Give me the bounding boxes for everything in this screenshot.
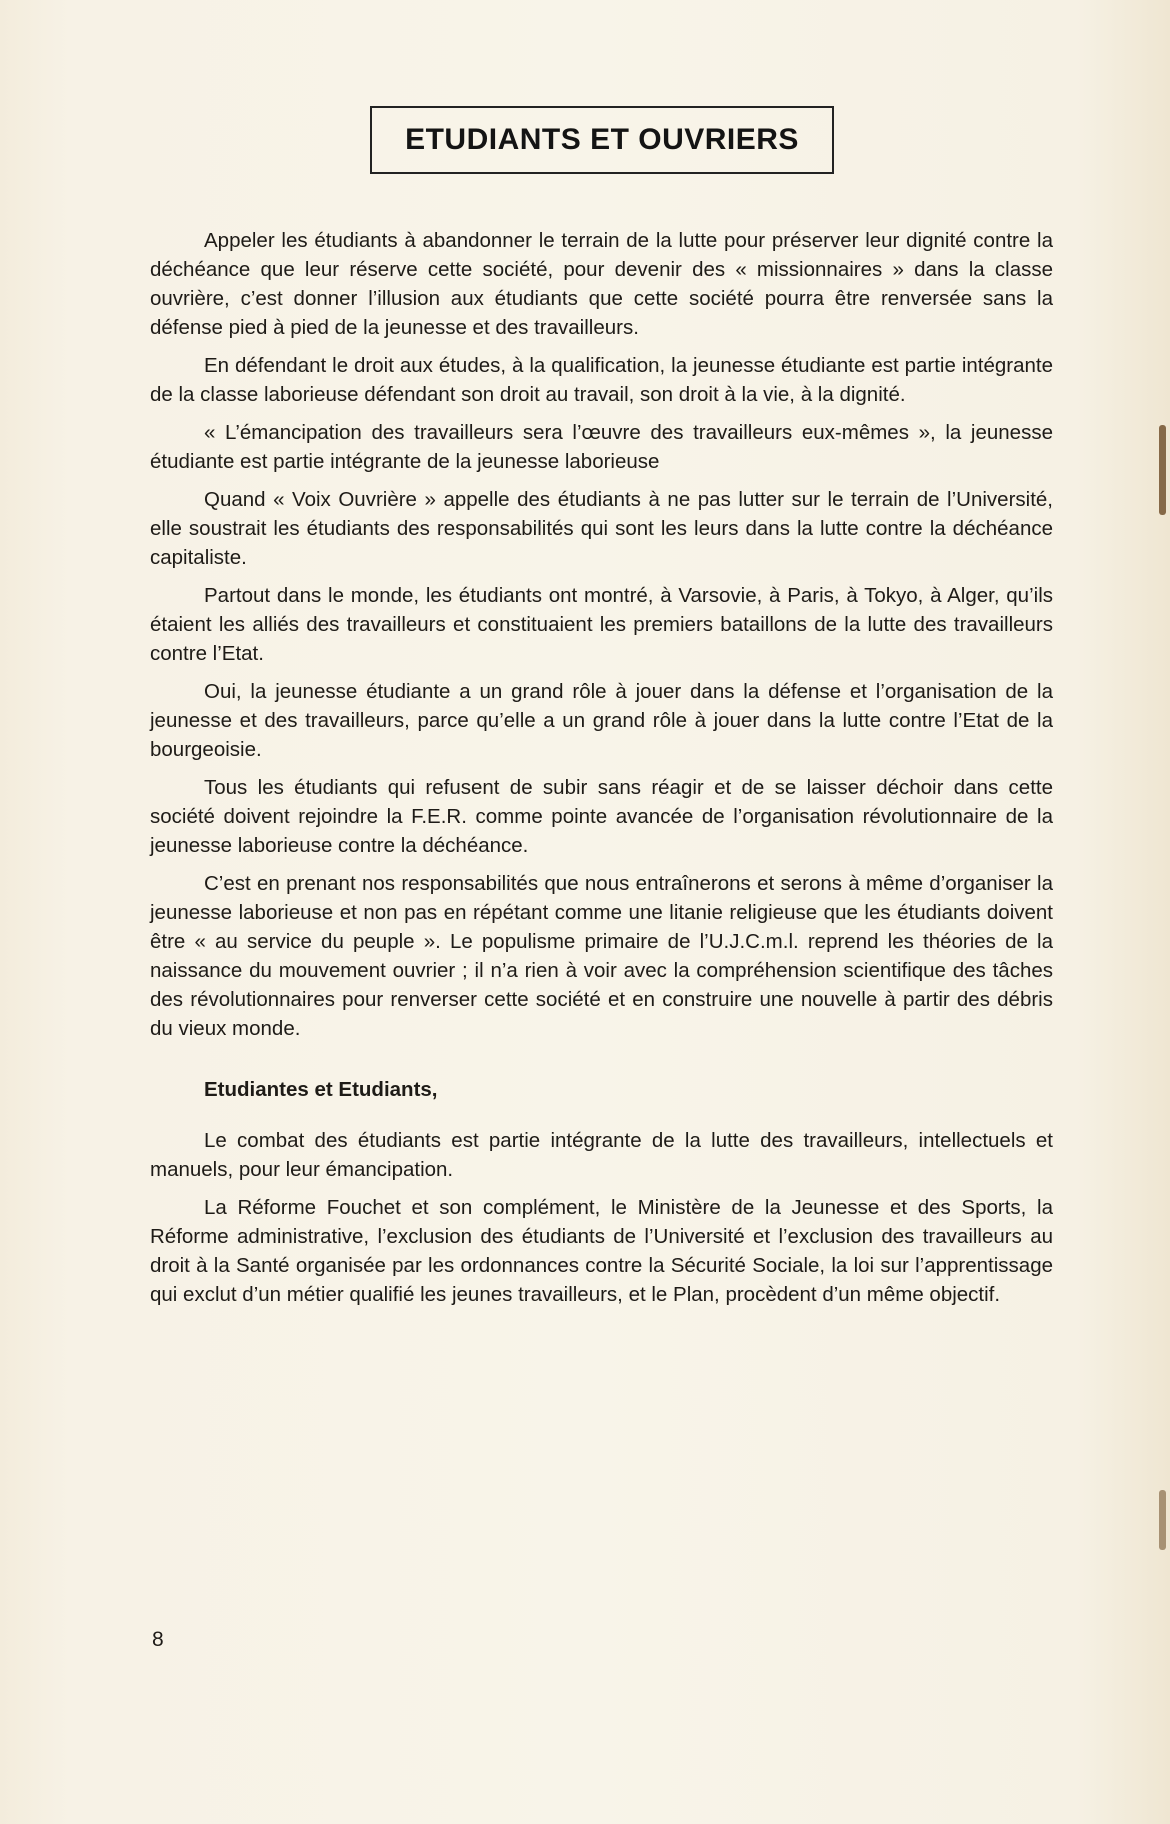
paragraph: Partout dans le monde, les étudiants ont montré, à Varsovie, à Paris, à Tokyo, à Alger, qu’ils étaient les alliés des travailleurs et constituaient les premiers bataillons de la lutte des travailleurs contre l’Etat. (150, 584, 1053, 665)
paragraph: Le combat des étudiants est partie intégrante de la lutte des travailleurs, intellectuels et manuels, pour leur émancipation. (150, 1129, 1053, 1181)
page-number: 8 (152, 1628, 164, 1651)
paragraph: En défendant le droit aux études, à la qualification, la jeunesse étudiante est partie intégrante de la classe laborieuse défendant son droit au travail, son droit à la vie, à la dignité. (150, 354, 1053, 406)
body-text (150, 226, 1053, 1318)
title-box (370, 106, 834, 174)
paragraph: « L’émancipation des travailleurs sera l’œuvre des travailleurs eux-mêmes », la jeunesse étudiante est partie intégrante de la jeunesse laborieuse (150, 421, 1053, 473)
paragraph: Quand « Voix Ouvrière » appelle des étudiants à ne pas lutter sur le terrain de l’Université, elle soustrait les étudiants des responsabilités qui sont les leurs dans la lutte contre la déchéance capitaliste. (150, 488, 1053, 569)
salutation: Etudiantes et Etudiants, (204, 1078, 438, 1101)
paper-stain (1159, 425, 1166, 515)
paragraph: C’est en prenant nos responsabilités que nous entraînerons et serons à même d’organiser la jeunesse laborieuse et non pas en répétant comme une litanie religieuse que les étudiants doivent être « au service du peuple ». Le populisme primaire de l’U.J.C.m.l. reprend les théories de la naissance du mouvement ouvrier ; il n’a rien à voir avec la compréhension scientifique des tâches des révolutionnaires pour renverser cette société et en construire une nouvelle à partir des débris du vieux monde. (150, 872, 1053, 1040)
page-title: ETUDIANTS ET OUVRIERS (405, 123, 799, 156)
paragraph: Tous les étudiants qui refusent de subir sans réagir et de se laisser déchoir dans cette société doivent rejoindre la F.E.R. comme pointe avancée de l’organisation révolutionnaire de la jeunesse laborieuse contre la déchéance. (150, 776, 1053, 857)
paragraph: Oui, la jeunesse étudiante a un grand rôle à jouer dans la défense et l’organisation de la jeunesse et des travailleurs, parce qu’elle a un grand rôle à jouer dans la lutte contre l’Etat de la bourgeoisie. (150, 680, 1053, 761)
paragraph: La Réforme Fouchet et son complément, le Ministère de la Jeunesse et des Sports, la Réforme administrative, l’exclusion des étudiants de l’Université et l’exclusion des travailleurs au droit à la Santé organisée par les ordonnances contre la Sécurité Sociale, la loi sur l’apprentissage qui exclut d’un métier qualifié les jeunes travailleurs, et le Plan, procèdent d’un même objectif. (150, 1196, 1053, 1306)
paragraph: Appeler les étudiants à abandonner le terrain de la lutte pour préserver leur dignité contre la déchéance que leur réserve cette société, pour devenir des « missionnaires » dans la classe ouvrière, c’est donner l’illusion aux étudiants que cette société pourra être renversée sans la défense pied à pied de la jeunesse et des travailleurs. (150, 229, 1053, 339)
paper-stain (1159, 1490, 1166, 1550)
